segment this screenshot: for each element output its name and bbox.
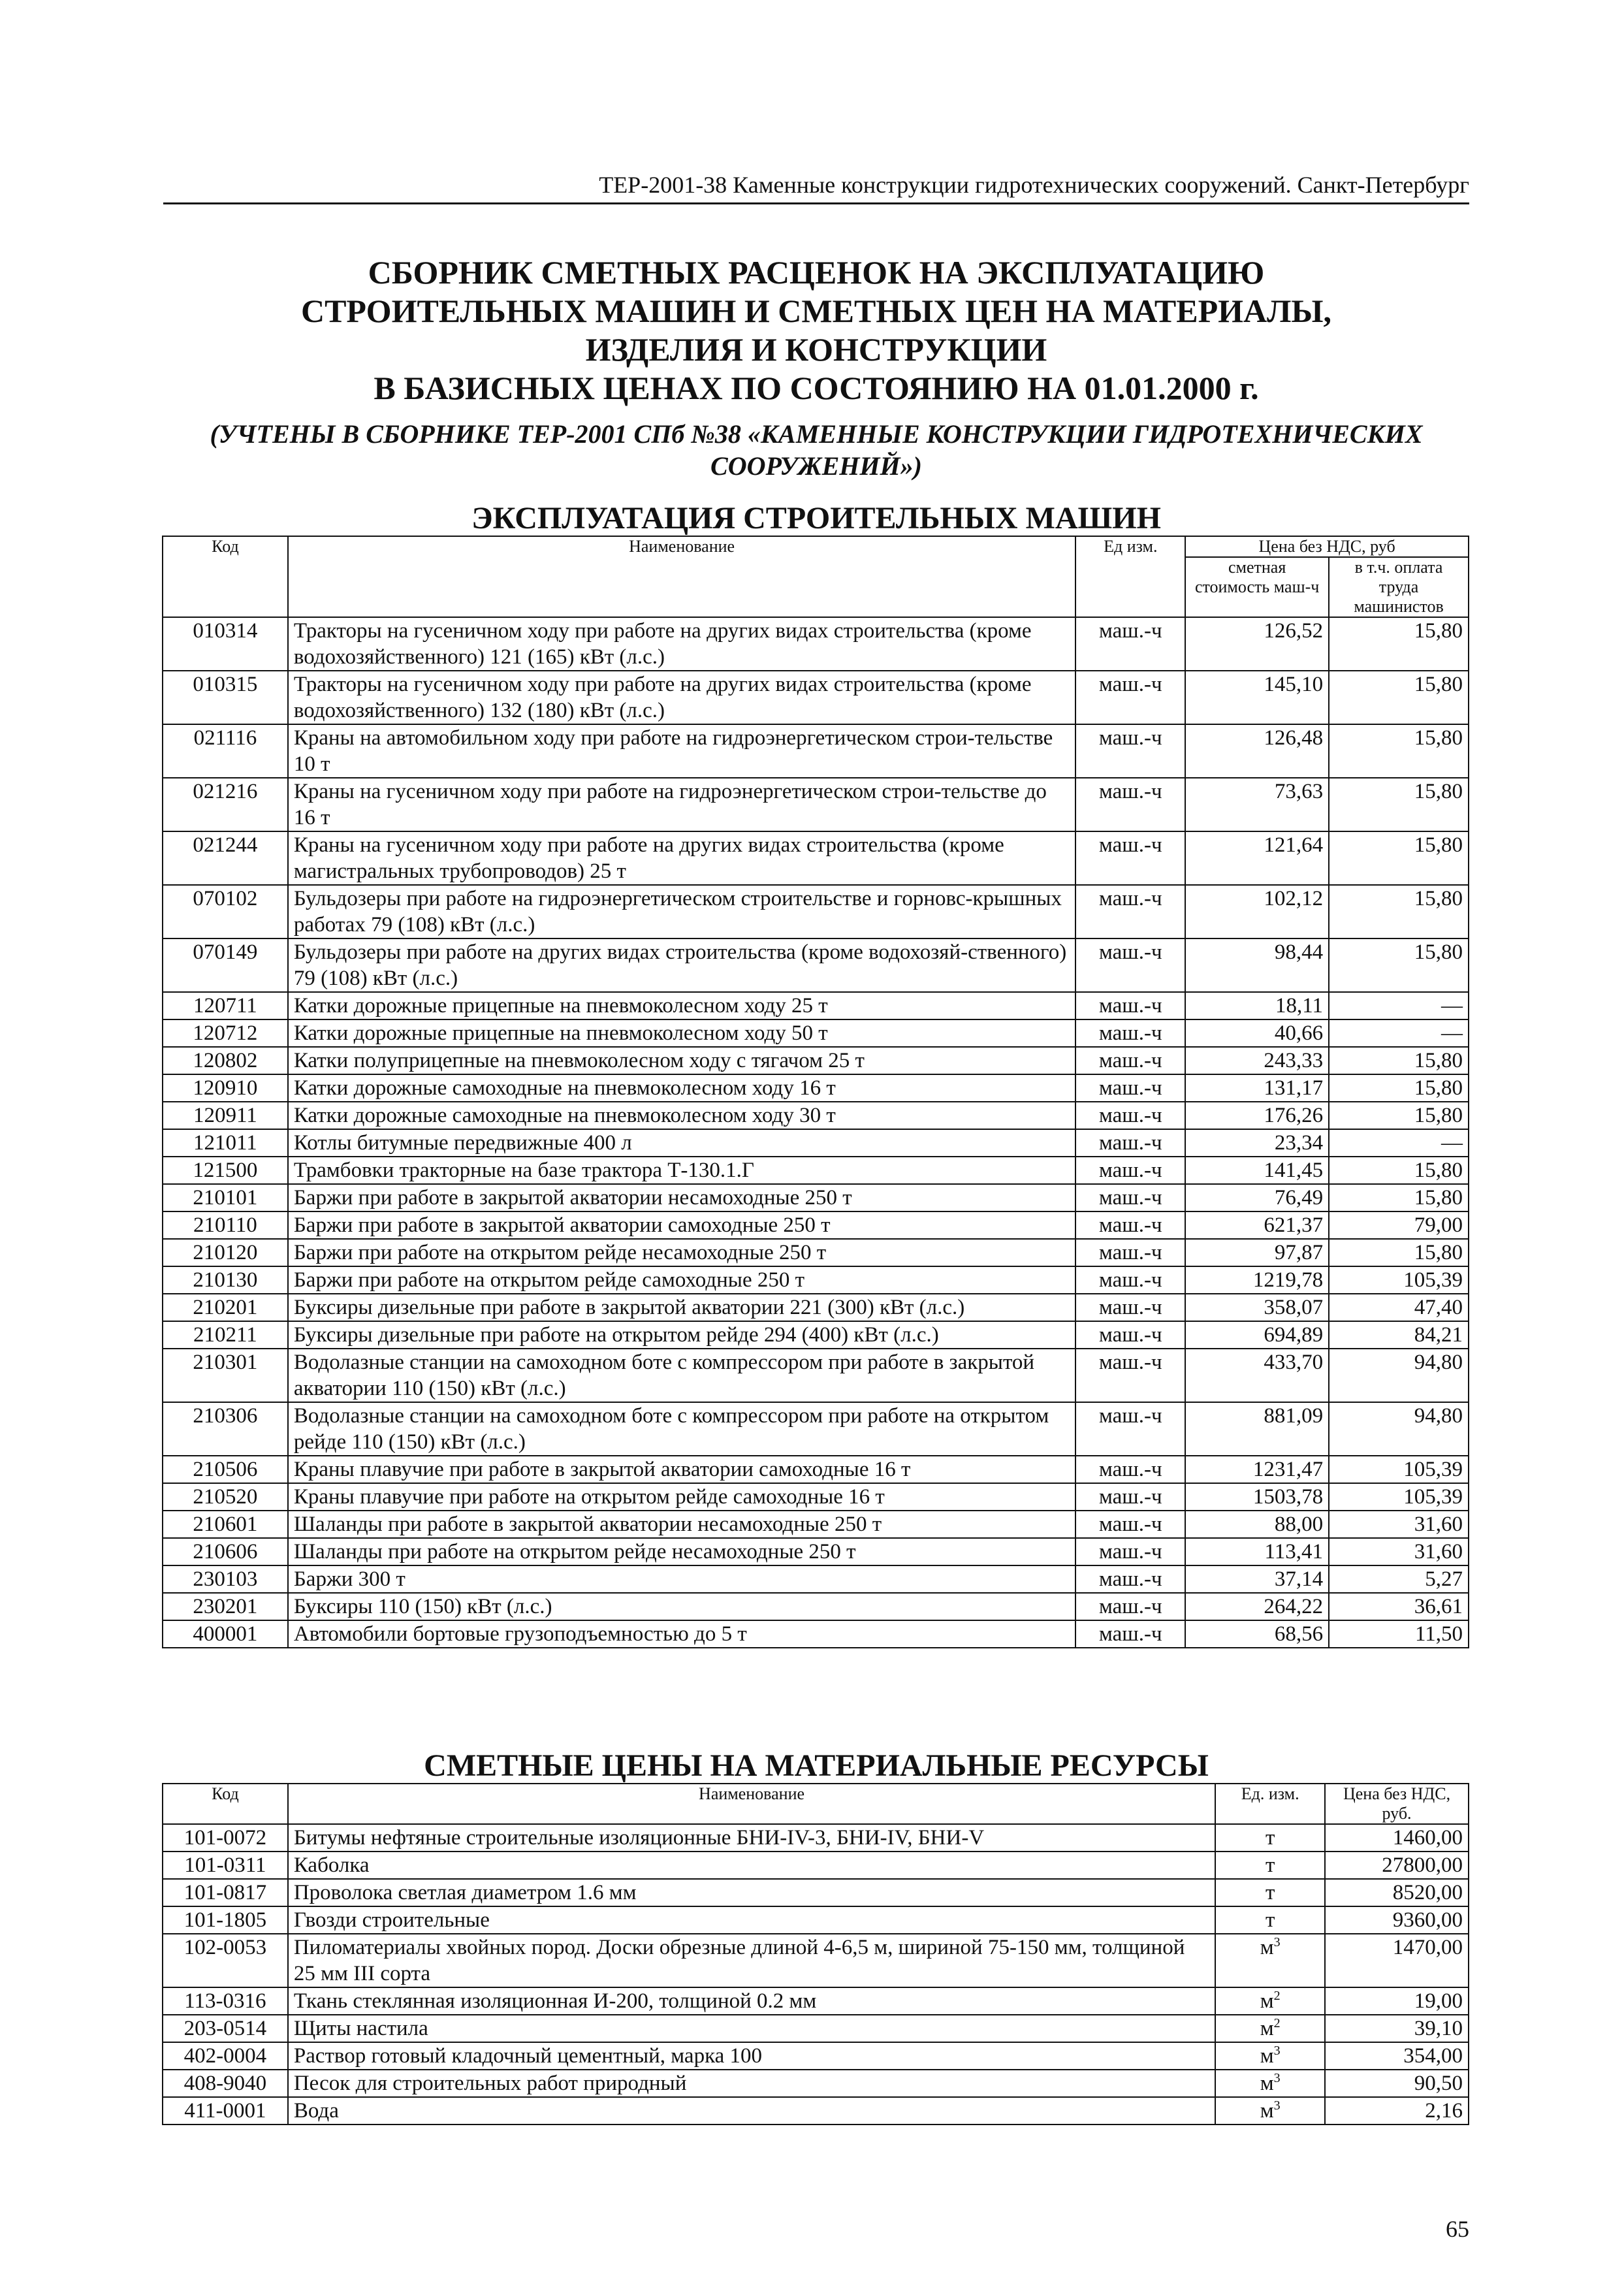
unit-exponent: 3 xyxy=(1273,1935,1281,1949)
row-name: Гвозди строительные xyxy=(288,1906,1215,1934)
row-unit: маш.-ч xyxy=(1075,1483,1185,1511)
row-cost: 264,22 xyxy=(1185,1593,1329,1620)
row-code: 210110 xyxy=(163,1211,288,1239)
row-price: 90,50 xyxy=(1325,2070,1469,2097)
row-code: 120910 xyxy=(163,1074,288,1102)
row-unit: маш.-ч xyxy=(1075,1565,1185,1593)
title-line: В БАЗИСНЫХ ЦЕНАХ ПО СОСТОЯНИЮ НА 01.01.2000 г. xyxy=(374,370,1259,406)
row-unit xyxy=(1215,2070,1325,2097)
row-code: 102-0053 xyxy=(163,1934,288,1987)
row-code: 010314 xyxy=(163,617,288,671)
row-wages: 47,40 xyxy=(1329,1294,1469,1321)
table-row xyxy=(163,1593,1469,1620)
row-code: 210101 xyxy=(163,1184,288,1211)
table-row xyxy=(163,778,1469,831)
row-name: Буксиры 110 (150) кВт (л.с.) xyxy=(288,1593,1075,1620)
row-unit: маш.-ч xyxy=(1075,1402,1185,1456)
row-price: 9360,00 xyxy=(1325,1906,1469,1934)
row-code: 101-0817 xyxy=(163,1879,288,1906)
table-row xyxy=(163,1102,1469,1129)
document-subtitle xyxy=(163,418,1469,482)
row-cost: 88,00 xyxy=(1185,1511,1329,1538)
row-name: Песок для строительных работ природный xyxy=(288,2070,1215,2097)
row-wages: 15,80 xyxy=(1329,1239,1469,1266)
row-wages: 15,80 xyxy=(1329,1184,1469,1211)
unit-exponent: 3 xyxy=(1273,2098,1281,2113)
row-name: Водолазные станции на самоходном боте с компрессором при работе на открытом рейде 110 (150) кВт (л.с.) xyxy=(288,1402,1075,1456)
row-cost: 243,33 xyxy=(1185,1047,1329,1074)
row-cost: 1231,47 xyxy=(1185,1456,1329,1483)
table-row xyxy=(163,992,1469,1019)
table-row xyxy=(163,1511,1469,1538)
row-price: 354,00 xyxy=(1325,2042,1469,2070)
row-name: Тракторы на гусеничном ходу при работе на других видах строительства (кроме водохозяйственного) 121 (165) кВт (л.с.) xyxy=(288,617,1075,671)
row-code: 402-0004 xyxy=(163,2042,288,2070)
row-wages: 15,80 xyxy=(1329,885,1469,938)
row-cost: 23,34 xyxy=(1185,1129,1329,1157)
row-unit: маш.-ч xyxy=(1075,1321,1185,1349)
header-name: Наименование xyxy=(288,536,1075,617)
row-unit xyxy=(1215,2042,1325,2070)
row-code: 210520 xyxy=(163,1483,288,1511)
unit-text: м xyxy=(1260,2099,1274,2123)
table-row xyxy=(163,1184,1469,1211)
header-wages: в т.ч. оплата труда машинистов xyxy=(1329,557,1469,617)
row-cost: 97,87 xyxy=(1185,1239,1329,1266)
row-name: Катки дорожные прицепные на пневмоколесном ходу 25 т xyxy=(288,992,1075,1019)
row-cost: 18,11 xyxy=(1185,992,1329,1019)
row-unit: маш.-ч xyxy=(1075,1019,1185,1047)
row-code: 120802 xyxy=(163,1047,288,1074)
table-row xyxy=(163,2015,1469,2042)
row-code: 210120 xyxy=(163,1239,288,1266)
row-unit: маш.-ч xyxy=(1075,992,1185,1019)
table-row xyxy=(163,617,1469,671)
table-row xyxy=(163,1620,1469,1648)
row-wages: 15,80 xyxy=(1329,831,1469,885)
unit-text: т xyxy=(1265,1853,1275,1877)
row-cost: 141,45 xyxy=(1185,1157,1329,1184)
row-unit: маш.-ч xyxy=(1075,1266,1185,1294)
unit-exponent: 3 xyxy=(1273,2071,1281,2085)
row-cost: 881,09 xyxy=(1185,1402,1329,1456)
row-name: Буксиры дизельные при работе на открытом рейде 294 (400) кВт (л.с.) xyxy=(288,1321,1075,1349)
row-code: 210301 xyxy=(163,1349,288,1402)
row-code: 400001 xyxy=(163,1620,288,1648)
row-wages: 84,21 xyxy=(1329,1321,1469,1349)
row-name: Щиты настила xyxy=(288,2015,1215,2042)
row-unit: маш.-ч xyxy=(1075,1538,1185,1565)
row-code: 203-0514 xyxy=(163,2015,288,2042)
unit-exponent: 3 xyxy=(1273,2044,1281,2058)
row-name: Баржи при работе на открытом рейде несамоходные 250 т xyxy=(288,1239,1075,1266)
row-code: 210211 xyxy=(163,1321,288,1349)
row-name: Катки полуприцепные на пневмоколесном ходу с тягачом 25 т xyxy=(288,1047,1075,1074)
row-unit: маш.-ч xyxy=(1075,1349,1185,1402)
table-row xyxy=(163,1294,1469,1321)
unit-text: т xyxy=(1265,1908,1275,1932)
table-row xyxy=(163,1266,1469,1294)
row-code: 121500 xyxy=(163,1157,288,1184)
row-unit: маш.-ч xyxy=(1075,1129,1185,1157)
row-cost: 121,64 xyxy=(1185,831,1329,885)
table-row xyxy=(163,1483,1469,1511)
row-cost: 73,63 xyxy=(1185,778,1329,831)
row-name: Каболка xyxy=(288,1852,1215,1879)
subtitle-line: СООРУЖЕНИЙ») xyxy=(710,451,922,481)
row-cost: 694,89 xyxy=(1185,1321,1329,1349)
row-code: 120911 xyxy=(163,1102,288,1129)
row-cost: 102,12 xyxy=(1185,885,1329,938)
table-row xyxy=(163,1456,1469,1483)
row-cost: 98,44 xyxy=(1185,938,1329,992)
table-row xyxy=(163,1538,1469,1565)
machines-table-body xyxy=(163,617,1469,1648)
row-code: 210130 xyxy=(163,1266,288,1294)
subtitle-line: (УЧТЕНЫ В СБОРНИКЕ ТЕР-2001 СПб №38 «КАМЕННЫЕ КОНСТРУКЦИИ ГИДРОТЕХНИЧЕСКИХ xyxy=(210,419,1423,449)
row-wages: 94,80 xyxy=(1329,1402,1469,1456)
table-row xyxy=(163,1879,1469,1906)
document-title xyxy=(163,253,1469,408)
row-wages: 15,80 xyxy=(1329,1074,1469,1102)
row-price: 27800,00 xyxy=(1325,1852,1469,1879)
row-price: 8520,00 xyxy=(1325,1879,1469,1906)
row-code: 230201 xyxy=(163,1593,288,1620)
row-unit xyxy=(1215,1987,1325,2015)
running-header: ТЕР-2001-38 Каменные конструкции гидротехнических сооружений. Санкт-Петербург xyxy=(163,171,1469,204)
table-row xyxy=(163,1019,1469,1047)
unit-text: т xyxy=(1265,1826,1275,1850)
row-cost: 131,17 xyxy=(1185,1074,1329,1102)
row-unit: маш.-ч xyxy=(1075,1047,1185,1074)
table-row xyxy=(163,1321,1469,1349)
row-wages: 5,27 xyxy=(1329,1565,1469,1593)
row-cost: 76,49 xyxy=(1185,1184,1329,1211)
table-row xyxy=(163,1211,1469,1239)
table-row xyxy=(163,1824,1469,1852)
table-row xyxy=(163,2042,1469,2070)
row-wages: 15,80 xyxy=(1329,617,1469,671)
row-wages: 15,80 xyxy=(1329,1047,1469,1074)
row-wages: 15,80 xyxy=(1329,671,1469,724)
row-name: Проволока светлая диаметром 1.6 мм xyxy=(288,1879,1215,1906)
row-cost: 433,70 xyxy=(1185,1349,1329,1402)
row-code: 021116 xyxy=(163,724,288,778)
row-code: 113-0316 xyxy=(163,1987,288,2015)
row-cost: 1503,78 xyxy=(1185,1483,1329,1511)
row-unit: маш.-ч xyxy=(1075,1294,1185,1321)
row-wages: — xyxy=(1329,992,1469,1019)
row-name: Катки дорожные самоходные на пневмоколесном ходу 16 т xyxy=(288,1074,1075,1102)
row-code: 230103 xyxy=(163,1565,288,1593)
row-wages: 105,39 xyxy=(1329,1266,1469,1294)
row-price: 1460,00 xyxy=(1325,1824,1469,1852)
row-code: 101-1805 xyxy=(163,1906,288,1934)
row-name: Котлы битумные передвижные 400 л xyxy=(288,1129,1075,1157)
row-name: Краны на гусеничном ходу при работе на гидроэнергетическом строи-тельстве до 16 т xyxy=(288,778,1075,831)
row-code: 070149 xyxy=(163,938,288,992)
row-cost: 621,37 xyxy=(1185,1211,1329,1239)
row-unit xyxy=(1215,1852,1325,1879)
row-unit: маш.-ч xyxy=(1075,885,1185,938)
row-code: 121011 xyxy=(163,1129,288,1157)
row-unit: маш.-ч xyxy=(1075,724,1185,778)
table-row xyxy=(163,1402,1469,1456)
row-price: 19,00 xyxy=(1325,1987,1469,2015)
table-row xyxy=(163,1987,1469,2015)
row-wages: 94,80 xyxy=(1329,1349,1469,1402)
row-wages: 11,50 xyxy=(1329,1620,1469,1648)
row-wages: 15,80 xyxy=(1329,724,1469,778)
unit-text: м xyxy=(1260,1989,1274,2013)
row-unit: маш.-ч xyxy=(1075,671,1185,724)
row-name: Пиломатериалы хвойных пород. Доски обрезные длиной 4-6,5 м, шириной 75-150 мм, толщиной 25 мм III сорта xyxy=(288,1934,1215,1987)
row-wages: 15,80 xyxy=(1329,938,1469,992)
row-name: Вода xyxy=(288,2097,1215,2125)
header-unit: Ед. изм. xyxy=(1215,1784,1325,1824)
table-row xyxy=(163,671,1469,724)
row-unit xyxy=(1215,1906,1325,1934)
row-unit: маш.-ч xyxy=(1075,1211,1185,1239)
row-unit xyxy=(1215,2015,1325,2042)
row-wages: 31,60 xyxy=(1329,1511,1469,1538)
row-wages: 105,39 xyxy=(1329,1456,1469,1483)
row-name: Раствор готовый кладочный цементный, марка 100 xyxy=(288,2042,1215,2070)
header-code: Код xyxy=(163,1784,288,1824)
row-name: Краны на гусеничном ходу при работе на других видах строительства (кроме магистральных трубопроводов) 25 т xyxy=(288,831,1075,885)
title-line: ИЗДЕЛИЯ И КОНСТРУКЦИИ xyxy=(585,331,1047,368)
table-row xyxy=(163,1157,1469,1184)
row-name: Краны плавучие при работе в закрытой акватории самоходные 16 т xyxy=(288,1456,1075,1483)
row-wages: — xyxy=(1329,1129,1469,1157)
row-unit xyxy=(1215,1824,1325,1852)
row-name: Шаланды при работе в закрытой акватории несамоходные 250 т xyxy=(288,1511,1075,1538)
row-name: Краны на автомобильном ходу при работе на гидроэнергетическом строи-тельстве 10 т xyxy=(288,724,1075,778)
row-code: 070102 xyxy=(163,885,288,938)
row-unit: маш.-ч xyxy=(1075,778,1185,831)
row-name: Буксиры дизельные при работе в закрытой акватории 221 (300) кВт (л.с.) xyxy=(288,1294,1075,1321)
row-unit xyxy=(1215,1934,1325,1987)
row-unit xyxy=(1215,2097,1325,2125)
row-unit: маш.-ч xyxy=(1075,1074,1185,1102)
machines-section-title: ЭКСПЛУАТАЦИЯ СТРОИТЕЛЬНЫХ МАШИН xyxy=(471,501,1161,536)
table-row xyxy=(163,1906,1469,1934)
unit-text: м xyxy=(1260,2072,1274,2095)
row-cost: 68,56 xyxy=(1185,1620,1329,1648)
table-row xyxy=(163,1349,1469,1402)
row-code: 120712 xyxy=(163,1019,288,1047)
table-row xyxy=(163,885,1469,938)
row-code: 210506 xyxy=(163,1456,288,1483)
row-name: Краны плавучие при работе на открытом рейде самоходные 16 т xyxy=(288,1483,1075,1511)
row-name: Тракторы на гусеничном ходу при работе на других видах строительства (кроме водохозяйственного) 132 (180) кВт (л.с.) xyxy=(288,671,1075,724)
row-cost: 126,48 xyxy=(1185,724,1329,778)
table-row xyxy=(163,1047,1469,1074)
row-unit: маш.-ч xyxy=(1075,1102,1185,1129)
row-unit: маш.-ч xyxy=(1075,1593,1185,1620)
row-name: Катки дорожные самоходные на пневмоколесном ходу 30 т xyxy=(288,1102,1075,1129)
row-unit xyxy=(1215,1879,1325,1906)
row-cost: 176,26 xyxy=(1185,1102,1329,1129)
row-name: Ткань стеклянная изоляционная И-200, толщиной 0.2 мм xyxy=(288,1987,1215,2015)
row-code: 210201 xyxy=(163,1294,288,1321)
header-name: Наименование xyxy=(288,1784,1215,1824)
row-name: Битумы нефтяные строительные изоляционные БНИ-IV-3, БНИ-IV, БНИ-V xyxy=(288,1824,1215,1852)
materials-table-body xyxy=(163,1824,1469,2125)
row-code: 010315 xyxy=(163,671,288,724)
table-row xyxy=(163,1852,1469,1879)
table-row xyxy=(163,831,1469,885)
row-cost: 113,41 xyxy=(1185,1538,1329,1565)
table-row xyxy=(163,1565,1469,1593)
header-cost: сметная стоимость маш-ч xyxy=(1185,557,1329,617)
row-wages: 105,39 xyxy=(1329,1483,1469,1511)
table-row xyxy=(163,938,1469,992)
title-line: СТРОИТЕЛЬНЫХ МАШИН И СМЕТНЫХ ЦЕН НА МАТЕРИАЛЫ, xyxy=(300,293,1332,329)
row-unit: маш.-ч xyxy=(1075,1511,1185,1538)
row-name: Баржи при работе в закрытой акватории самоходные 250 т xyxy=(288,1211,1075,1239)
row-code: 210606 xyxy=(163,1538,288,1565)
row-name: Автомобили бортовые грузоподъемностью до 5 т xyxy=(288,1620,1075,1648)
row-wages: 79,00 xyxy=(1329,1211,1469,1239)
row-price: 2,16 xyxy=(1325,2097,1469,2125)
unit-text: м xyxy=(1260,1936,1274,1959)
table-row xyxy=(163,1074,1469,1102)
unit-exponent: 2 xyxy=(1273,1989,1281,2003)
row-code: 210306 xyxy=(163,1402,288,1456)
table-row xyxy=(163,1239,1469,1266)
header-code: Код xyxy=(163,536,288,617)
materials-table xyxy=(162,1783,1469,2125)
row-name: Трамбовки тракторные на базе трактора Т-130.1.Г xyxy=(288,1157,1075,1184)
row-cost: 126,52 xyxy=(1185,617,1329,671)
row-cost: 1219,78 xyxy=(1185,1266,1329,1294)
row-price: 1470,00 xyxy=(1325,1934,1469,1987)
row-unit: маш.-ч xyxy=(1075,1157,1185,1184)
row-wages: 31,60 xyxy=(1329,1538,1469,1565)
row-price: 39,10 xyxy=(1325,2015,1469,2042)
row-wages: — xyxy=(1329,1019,1469,1047)
row-wages: 15,80 xyxy=(1329,1102,1469,1129)
machines-table xyxy=(162,536,1469,1648)
row-name: Баржи при работе на открытом рейде самоходные 250 т xyxy=(288,1266,1075,1294)
row-name: Шаланды при работе на открытом рейде несамоходные 250 т xyxy=(288,1538,1075,1565)
row-code: 101-0072 xyxy=(163,1824,288,1852)
unit-text: т xyxy=(1265,1881,1275,1904)
table-row xyxy=(163,1129,1469,1157)
header-price: Цена без НДС, руб xyxy=(1185,536,1469,557)
row-wages: 15,80 xyxy=(1329,778,1469,831)
row-unit: маш.-ч xyxy=(1075,1239,1185,1266)
page-number: 65 xyxy=(1446,2216,1469,2242)
table-row xyxy=(163,1934,1469,1987)
row-name: Водолазные станции на самоходном боте с компрессором при работе в закрытой акватории 110 (150) кВт (л.с.) xyxy=(288,1349,1075,1402)
row-unit: маш.-ч xyxy=(1075,1456,1185,1483)
row-name: Катки дорожные прицепные на пневмоколесном ходу 50 т xyxy=(288,1019,1075,1047)
row-cost: 40,66 xyxy=(1185,1019,1329,1047)
row-code: 101-0311 xyxy=(163,1852,288,1879)
row-wages: 15,80 xyxy=(1329,1157,1469,1184)
row-code: 120711 xyxy=(163,992,288,1019)
table-row xyxy=(163,2070,1469,2097)
header-unit: Ед изм. xyxy=(1075,536,1185,617)
row-name: Бульдозеры при работе на гидроэнергетическом строительстве и горновс-крышных работах 79 (108) кВт (л.с.) xyxy=(288,885,1075,938)
row-cost: 37,14 xyxy=(1185,1565,1329,1593)
row-code: 411-0001 xyxy=(163,2097,288,2125)
row-code: 210601 xyxy=(163,1511,288,1538)
unit-exponent: 2 xyxy=(1273,2016,1281,2030)
row-unit: маш.-ч xyxy=(1075,1184,1185,1211)
materials-section-title: СМЕТНЫЕ ЦЕНЫ НА МАТЕРИАЛЬНЫЕ РЕСУРСЫ xyxy=(424,1748,1209,1783)
table-row xyxy=(163,724,1469,778)
header-price: Цена без НДС, руб. xyxy=(1325,1784,1469,1824)
row-name: Баржи 300 т xyxy=(288,1565,1075,1593)
row-unit: маш.-ч xyxy=(1075,617,1185,671)
row-cost: 145,10 xyxy=(1185,671,1329,724)
row-unit: маш.-ч xyxy=(1075,1620,1185,1648)
unit-text: м xyxy=(1260,2044,1274,2068)
row-code: 021216 xyxy=(163,778,288,831)
row-cost: 358,07 xyxy=(1185,1294,1329,1321)
row-name: Бульдозеры при работе на других видах строительства (кроме водохозяй-ственного) 79 (108) кВт (л.с.) xyxy=(288,938,1075,992)
row-unit: маш.-ч xyxy=(1075,938,1185,992)
row-wages: 36,61 xyxy=(1329,1593,1469,1620)
row-name: Баржи при работе в закрытой акватории несамоходные 250 т xyxy=(288,1184,1075,1211)
row-code: 408-9040 xyxy=(163,2070,288,2097)
unit-text: м xyxy=(1260,2017,1274,2040)
table-row xyxy=(163,2097,1469,2125)
title-line: СБОРНИК СМЕТНЫХ РАСЦЕНОК НА ЭКСПЛУАТАЦИЮ xyxy=(368,254,1265,291)
row-code: 021244 xyxy=(163,831,288,885)
row-unit: маш.-ч xyxy=(1075,831,1185,885)
